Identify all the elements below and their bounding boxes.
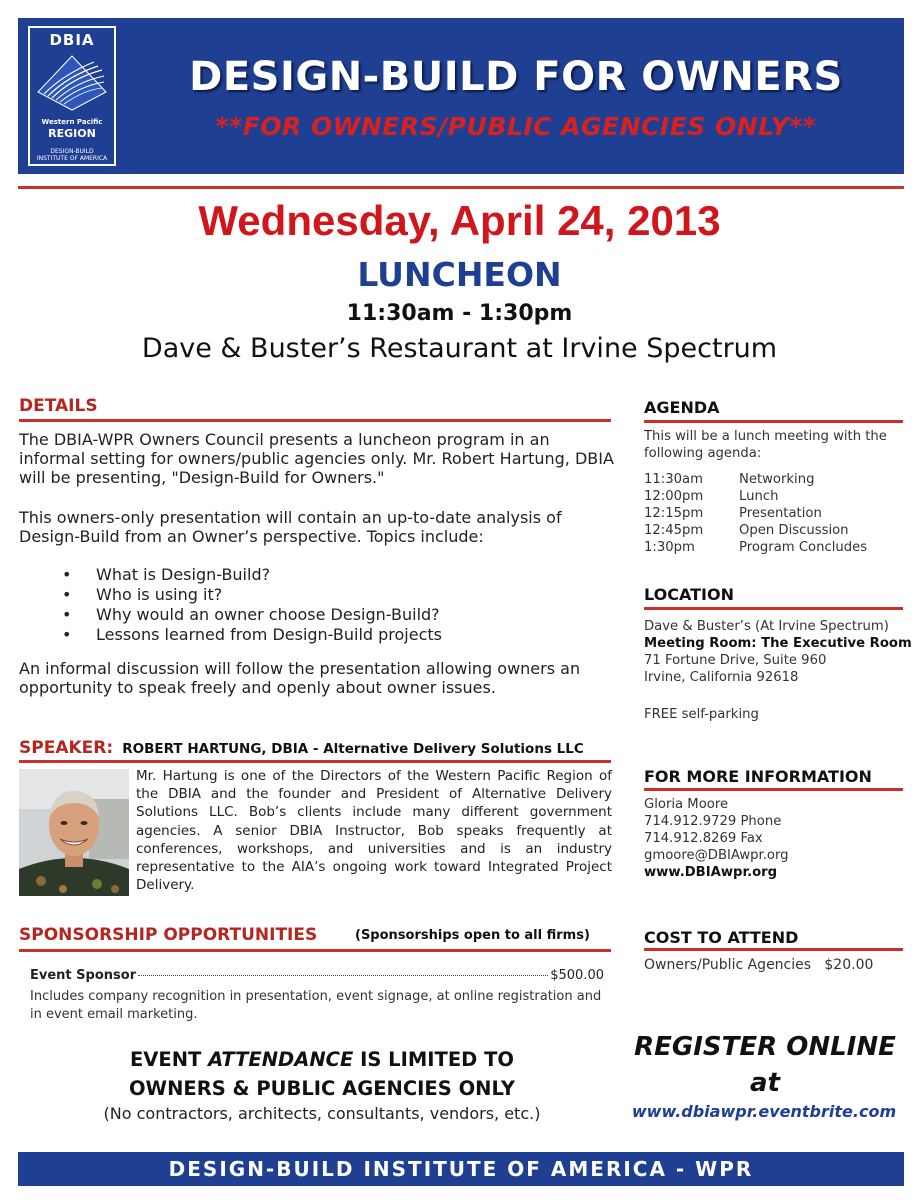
dbia-logo xyxy=(28,26,116,166)
logo-tagline-line2: INSTITUTE OF AMERICA xyxy=(36,155,108,162)
details-para-1: The DBIA-WPR Owners Council presents a luncheon program in an informal setting for owners/public agencies only. Mr. Robert Hartung, DBIA will be presenting, "Design-Build for Owners." xyxy=(19,430,614,487)
speaker-label: SPEAKER: xyxy=(19,738,114,758)
banner-subtitle: **FOR OWNERS/PUBLIC AGENCIES ONLY** xyxy=(215,112,817,141)
agenda-item: Networking xyxy=(739,472,815,487)
cost-divider xyxy=(644,948,903,951)
table-row xyxy=(644,488,867,505)
list-item: • Who is using it? xyxy=(62,585,442,605)
contact-email[interactable]: gmoore@DBIAwpr.org xyxy=(644,848,789,863)
attendance-emphasis: ATTENDANCE xyxy=(208,1048,354,1071)
list-item: • Why would an owner choose Design-Build? xyxy=(62,605,442,625)
agenda-intro: This will be a lunch meeting with the following agenda: xyxy=(644,429,887,461)
contact-name: Gloria Moore xyxy=(644,797,729,812)
speaker-heading xyxy=(19,738,584,758)
agenda-item: Lunch xyxy=(739,489,779,504)
agenda-time: 11:30am xyxy=(644,472,703,487)
location-divider xyxy=(644,607,903,610)
agenda-time: 1:30pm xyxy=(644,540,695,555)
attendance-pre: EVENT xyxy=(129,1048,209,1071)
logo-region-line2: REGION xyxy=(48,127,96,140)
agenda-item: Open Discussion xyxy=(739,523,849,538)
agenda-table xyxy=(644,471,867,556)
list-item: • Lessons learned from Design-Build projects xyxy=(62,625,442,645)
cost-heading: COST TO ATTEND xyxy=(644,928,799,947)
contact-phone: 714.912.9729 Phone xyxy=(644,814,782,829)
register-at: at xyxy=(750,1068,780,1098)
location-heading: LOCATION xyxy=(644,585,734,604)
sponsor-price: $500.00 xyxy=(550,968,604,983)
register-heading: REGISTER ONLINE xyxy=(634,1032,896,1062)
more-info-divider xyxy=(644,788,903,791)
cost-line: Owners/Public Agencies $20.00 xyxy=(644,957,874,973)
dot-leader xyxy=(138,975,548,976)
list-item: • What is Design-Build? xyxy=(62,565,442,585)
attendance-line-1 xyxy=(20,1048,624,1071)
agenda-time: 12:00pm xyxy=(644,489,704,504)
speaker-divider xyxy=(19,760,611,763)
location-room: Meeting Room: The Executive Room xyxy=(644,636,912,651)
location-venue: Dave & Buster’s (At Irvine Spectrum) xyxy=(644,619,889,634)
attendance-post: IS LIMITED TO xyxy=(353,1048,514,1071)
table-row xyxy=(644,505,867,522)
agenda-time: 12:15pm xyxy=(644,506,704,521)
table-row xyxy=(644,539,867,556)
logo-region xyxy=(30,118,114,140)
event-venue: Dave & Buster’s Restaurant at Irvine Spectrum xyxy=(141,333,778,364)
header-banner xyxy=(18,18,904,174)
agenda-heading: AGENDA xyxy=(644,398,720,417)
sponsorship-note: (Sponsorships open to all firms) xyxy=(355,928,590,943)
table-row xyxy=(644,522,867,539)
details-para-2: This owners-only presentation will contain an up-to-date analysis of Design-Build from an Owner’s perspective. Topics include: xyxy=(19,508,562,546)
sponsor-description: Includes company recognition in presentation, event signage, at online registration and in event email marketing. xyxy=(30,989,602,1022)
footer-bar: DESIGN-BUILD INSTITUTE OF AMERICA - WPR xyxy=(18,1152,904,1186)
sponsorship-divider xyxy=(19,949,611,952)
speaker-name: ROBERT HARTUNG, DBIA - Alternative Delivery Solutions LLC xyxy=(122,741,584,757)
details-divider xyxy=(19,419,611,422)
table-row xyxy=(644,471,867,488)
dbia-logo-icon xyxy=(34,52,110,114)
sponsor-row xyxy=(30,968,604,983)
attendance-line-2: OWNERS & PUBLIC AGENCIES ONLY xyxy=(128,1077,515,1100)
logo-tagline-line1: DESIGN-BUILD xyxy=(50,148,94,155)
logo-acronym: DBIA xyxy=(49,31,95,49)
banner-title: DESIGN-BUILD FOR OWNERS xyxy=(189,54,843,100)
register-link[interactable]: www.dbiawpr.eventbrite.com xyxy=(631,1102,897,1121)
location-address-2: Irvine, California 92618 xyxy=(644,670,799,685)
contact-website[interactable]: www.DBIAwpr.org xyxy=(644,865,778,880)
attendance-note: (No contractors, architects, consultants, vendors, etc.) xyxy=(103,1104,541,1123)
logo-region-line1: Western Pacific xyxy=(41,118,103,126)
header-divider xyxy=(18,186,904,189)
details-heading: DETAILS xyxy=(19,396,98,416)
sponsor-name: Event Sponsor xyxy=(30,968,137,983)
contact-fax: 714.912.8269 Fax xyxy=(644,831,763,846)
agenda-divider xyxy=(644,420,903,423)
event-date: Wednesday, April 24, 2013 xyxy=(198,197,721,244)
agenda-time: 12:45pm xyxy=(644,523,704,538)
speaker-photo-icon xyxy=(19,769,129,896)
event-time: 11:30am - 1:30pm xyxy=(346,301,573,326)
location-parking: FREE self-parking xyxy=(644,707,759,722)
location-address-1: 71 Fortune Drive, Suite 960 xyxy=(644,653,827,668)
speaker-bio: Mr. Hartung is one of the Directors of the Western Pacific Region of the DBIA and the founder and President of Alternative Delivery Solutions LLC. Bob’s clients include many different government agencies. A senior DBIA Instructor, Bob speaks frequently at conferences, workshops, and universities and is an industry representative to the AIA’s ongoing work toward Integrated Project Delivery. xyxy=(136,768,612,894)
topics-list xyxy=(62,565,442,645)
more-info-heading: FOR MORE INFORMATION xyxy=(644,767,872,786)
agenda-item: Program Concludes xyxy=(739,540,868,555)
details-para-3: An informal discussion will follow the presentation allowing owners an opportunity to speak freely and openly about owner issues. xyxy=(19,659,581,697)
sponsorship-heading: SPONSORSHIP OPPORTUNITIES xyxy=(19,925,318,945)
logo-tagline xyxy=(30,148,114,162)
agenda-item: Presentation xyxy=(739,506,822,521)
event-type: LUNCHEON xyxy=(357,255,562,294)
